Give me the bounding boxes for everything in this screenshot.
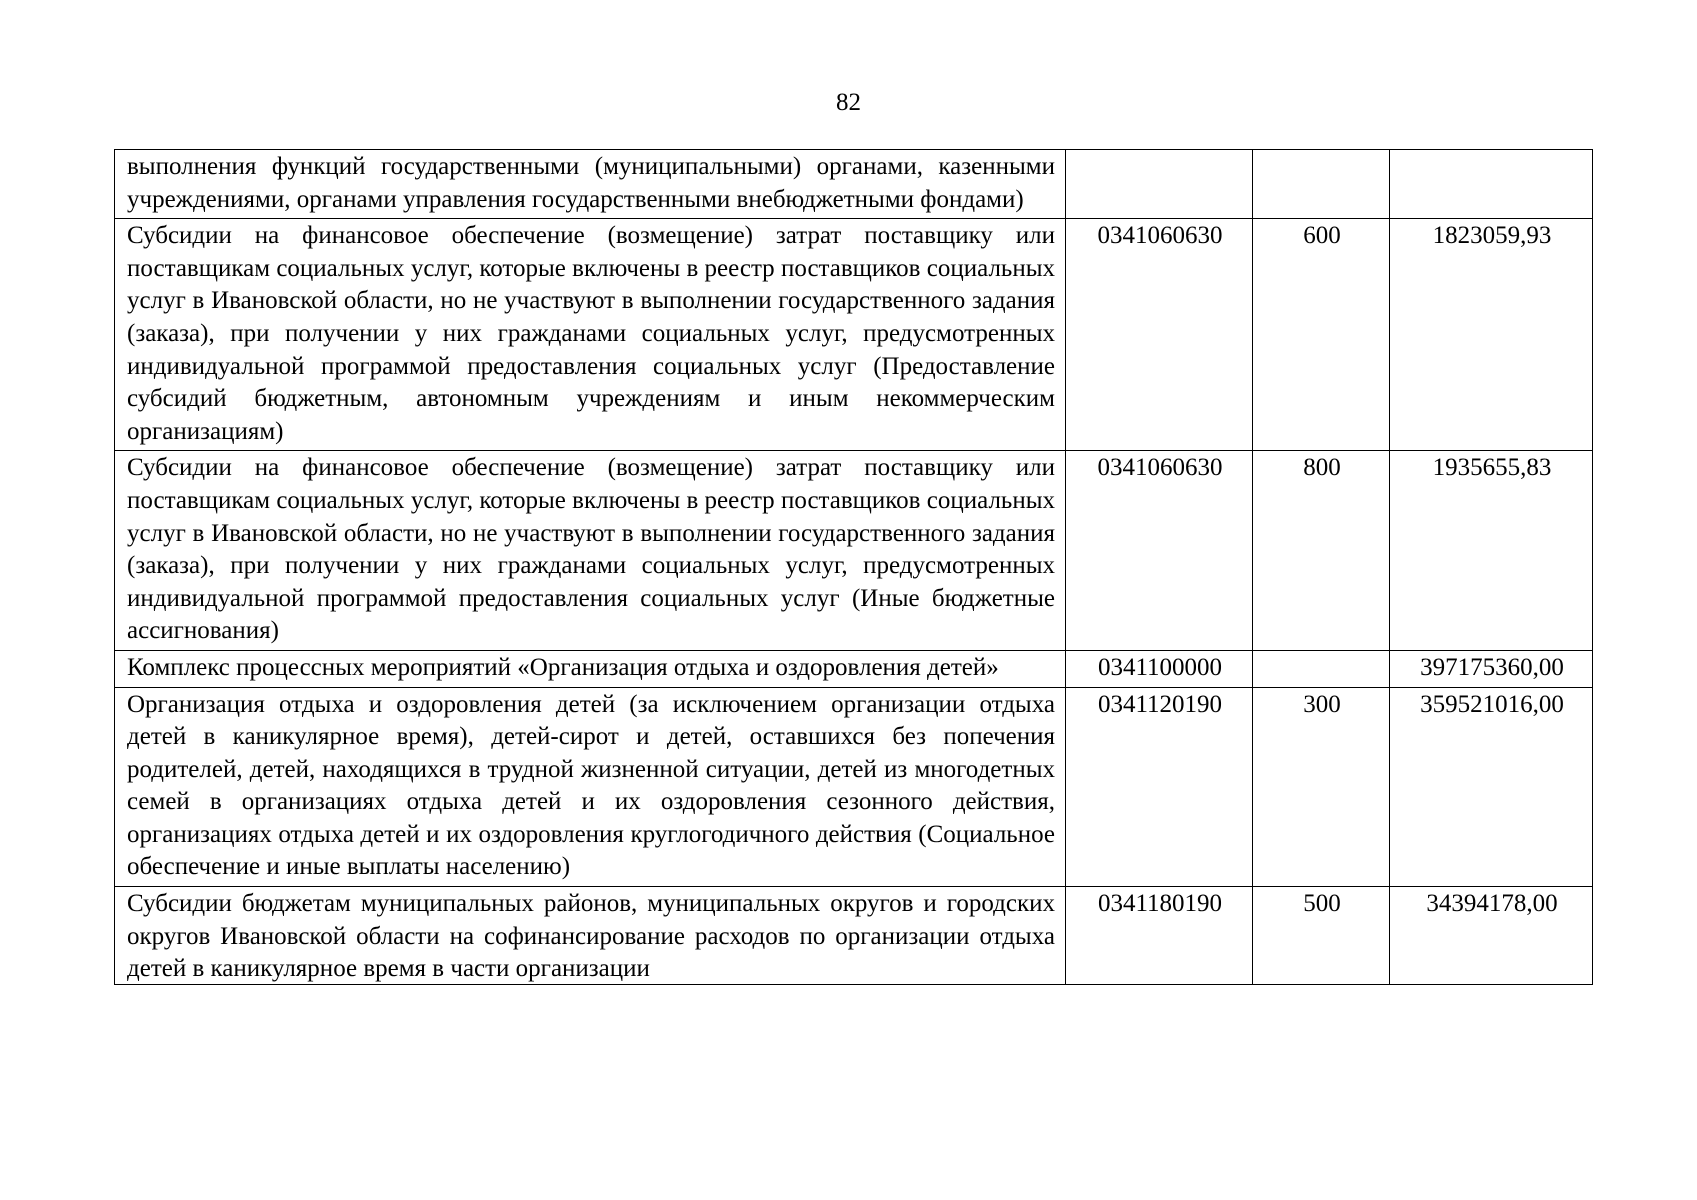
row-target-code: 0341100000 xyxy=(1066,650,1253,687)
row-amount: 359521016,00 xyxy=(1390,687,1593,887)
table-row xyxy=(115,150,1593,219)
row-amount: 397175360,00 xyxy=(1390,650,1593,687)
table-row xyxy=(115,887,1593,985)
table-row xyxy=(115,687,1593,887)
row-expense-type: 800 xyxy=(1253,451,1390,651)
row-description: Комплекс процессных мероприятий «Организация отдыха и оздоровления детей» xyxy=(115,650,1066,687)
table-row xyxy=(115,451,1593,651)
page-number: 82 xyxy=(836,89,861,116)
row-amount xyxy=(1390,150,1593,219)
row-target-code: 0341180190 xyxy=(1066,887,1253,985)
table-row xyxy=(115,219,1593,451)
row-amount: 34394178,00 xyxy=(1390,887,1593,985)
row-target-code: 0341060630 xyxy=(1066,219,1253,451)
table-row xyxy=(115,650,1593,687)
row-expense-type: 600 xyxy=(1253,219,1390,451)
row-description: выполнения функций государственными (муниципальными) органами, казенными учреждениями, органами управления государственными внебюджетными фондами) xyxy=(115,150,1066,219)
row-target-code xyxy=(1066,150,1253,219)
row-description-cell xyxy=(115,887,1066,985)
row-amount: 1823059,93 xyxy=(1390,219,1593,451)
row-expense-type xyxy=(1253,650,1390,687)
budget-allocation-table xyxy=(114,149,1593,985)
row-expense-type xyxy=(1253,150,1390,219)
row-expense-type: 500 xyxy=(1253,887,1390,985)
row-description: Субсидии на финансовое обеспечение (возмещение) затрат поставщику или поставщикам социальных услуг, которые включены в реестр поставщиков социальных услуг в Ивановской области, но не участвуют в выполнении государственного задания (заказа), при получении у них гражданами социальных услуг, предусмотренных индивидуальной программой предоставления социальных услуг (Иные бюджетные ассигнования) xyxy=(115,451,1066,651)
row-description: Организация отдыха и оздоровления детей (за исключением организации отдыха детей в каникулярное время), детей-сирот и детей, оставшихся без попечения родителей, детей, находящихся в трудной жизненной ситуации, детей из многодетных семей в организациях отдыха детей и их оздоровления сезонного действия, организациях отдыха детей и их оздоровления круглогодичного действия (Социальное обеспечение и иные выплаты населению) xyxy=(115,687,1066,887)
row-target-code: 0341120190 xyxy=(1066,687,1253,887)
row-description: Субсидии на финансовое обеспечение (возмещение) затрат поставщику или поставщикам социальных услуг, которые включены в реестр поставщиков социальных услуг в Ивановской области, но не участвуют в выполнении государственного задания (заказа), при получении у них гражданами социальных услуг, предусмотренных индивидуальной программой предоставления социальных услуг (Предоставление субсидий бюджетным, автономным учреждениям и иным некоммерческим организациям) xyxy=(115,219,1066,451)
row-amount: 1935655,83 xyxy=(1390,451,1593,651)
row-description: Субсидии бюджетам муниципальных районов, муниципальных округов и городских округов Ивановской области на софинансирование расходов по организации отдыха детей в каникулярное время в части организации xyxy=(127,890,1055,983)
row-target-code: 0341060630 xyxy=(1066,451,1253,651)
row-expense-type: 300 xyxy=(1253,687,1390,887)
